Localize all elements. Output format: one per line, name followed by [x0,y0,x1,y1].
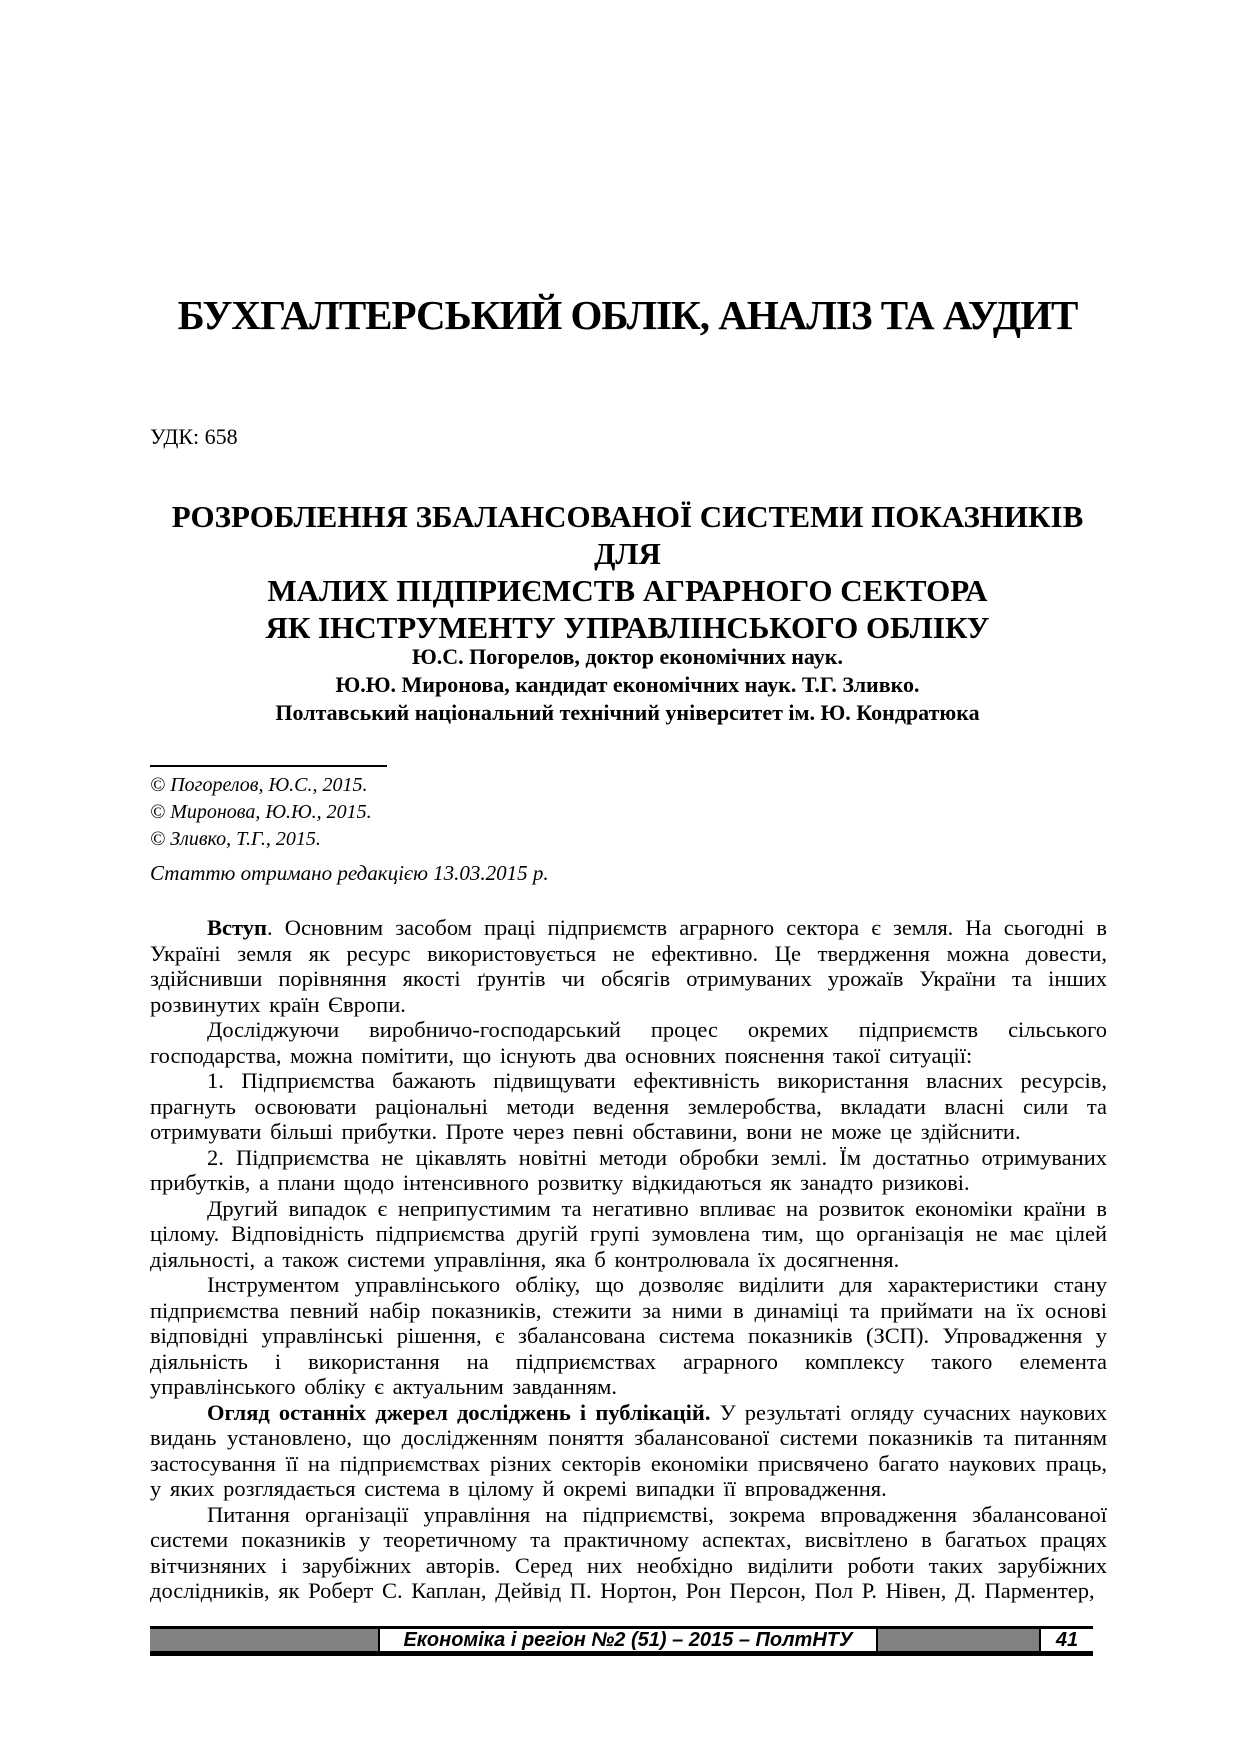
body-paragraph [150,1400,1107,1502]
article-title-line: МАЛИХ ПІДПРИЄМСТВ АГРАРНОГО СЕКТОРА [267,573,988,608]
author-line: Полтавський національний технічний університет ім. Ю. Кондратюка [275,700,980,725]
body-paragraph [150,1272,1107,1400]
paragraph-text: Другий випадок є неприпустимим та негативно впливає на розвиток економіки країни в цілому. Відповідність підприємства другій групі зумовлена тим, що організація не має цілей діяльності, а також системи управління, яка б контролювала їх досягнення. [150,1195,1107,1272]
footnote-separator [150,765,387,767]
paragraph-text: 2. Підприємства не цікавлять новітні методи обробки землі. Їм достатньо отримуваних прибутків, а плани щодо інтенсивного розвитку відкидаються як занадто ризикові. [150,1144,1107,1195]
article-title-line: ЯК ІНСТРУМЕНТУ УПРАВЛІНСЬКОГО ОБЛІКУ [265,610,990,645]
article-title [150,498,1105,646]
paragraph-text: . Основним засобом праці підприємств аграрного сектора є земля. На сьогодні в Україні земля як ресурс використовується не ефективно. Це твердження можна довести, здійснивши порівняння якості ґрунтів чи обсягів отримуваних урожаїв України та інших розвинутих країн Європи. [150,915,1107,1017]
authors-block [150,643,1105,727]
author-line: Ю.С. Погорелов, доктор економічних наук. [412,644,843,669]
copyright-block [150,765,387,853]
footer-bar-left [150,1629,378,1651]
body-paragraph [150,1502,1107,1604]
udc-code: УДК: 658 [150,424,238,449]
paragraph-lead: Вступ [207,915,267,940]
journal-citation: Економіка і регіон №2 (51) – 2015 – ПолтНТУ [378,1629,878,1651]
section-header: БУХГАЛТЕРСЬКИЙ ОБЛІК, АНАЛІЗ ТА АУДИТ [177,292,1078,338]
author-line: Ю.Ю. Миронова, кандидат економічних наук. Т.Г. Зливко. [335,672,920,697]
article-title-line: РОЗРОБЛЕННЯ ЗБАЛАНСОВАНОЇ СИСТЕМИ ПОКАЗНИКІВ ДЛЯ [171,499,1084,571]
copyright-line: © Миронова, Ю.Ю., 2015. [150,801,372,823]
paragraph-text: Питання організації управління на підприємстві, зокрема впровадження збалансованої системи показників у теоретичному та практичному аспектах, висвітлено в багатьох працях вітчизняних і зарубіжних авторів. Серед них необхідно виділити роботи таких зарубіжних дослідників, як Роберт С. Каплан, Дейвід П. Нортон, Рон Персон, Пол Р. Нівен, Д. Парментер, [150,1501,1107,1603]
copyright-line: © Зливко, Т.Г., 2015. [150,828,321,850]
received-date: Статтю отримано редакцією 13.03.2015 р. [150,861,549,885]
body-paragraph [150,1068,1107,1145]
paragraph-text: У результаті огляду сучасних наукових видань установлено, що дослідженням поняття збалансованої системи показників та питанням застосування її на підприємствах різних секторів економіки присвячено багато наукових праць, у яких розглядається система в цілому й окремі випадки її впровадження. [150,1399,1107,1501]
body-paragraph [150,915,1107,1017]
body-paragraph [150,1145,1107,1196]
page-number: 41 [1039,1629,1093,1651]
article-body [150,915,1107,1604]
body-paragraph [150,1017,1107,1068]
paragraph-text: Досліджуючи виробничо-господарський процес окремих підприємств сільського господарства, можна помітити, що існують два основних пояснення такої ситуації: [150,1017,1107,1068]
paragraph-text: 1. Підприємства бажають підвищувати ефективність використання власних ресурсів, прагнуть освоювати раціональні методи ведення землеробства, вкладати власні сили та отримувати більші прибутки. Проте через певні обставини, вони не може це здійснити. [150,1068,1107,1144]
footer-bar-right [878,1629,1039,1651]
page-footer [150,1626,1093,1656]
paragraph-text: Інструментом управлінського обліку, що дозволяє виділити для характеристики стану підприємства певний набір показників, стежити за ними в динаміці та приймати на їх основі відповідні управлінські рішення, є збалансована система показників (ЗСП). Упровадження у діяльність і використання на підприємствах аграрного комплексу такого елемента управлінського обліку є актуальним завданням. [150,1272,1107,1399]
body-paragraph [150,1196,1107,1273]
copyright-line: © Погорелов, Ю.С., 2015. [150,774,368,796]
paragraph-lead: Огляд останніх джерел досліджень і публікацій. [207,1399,711,1425]
